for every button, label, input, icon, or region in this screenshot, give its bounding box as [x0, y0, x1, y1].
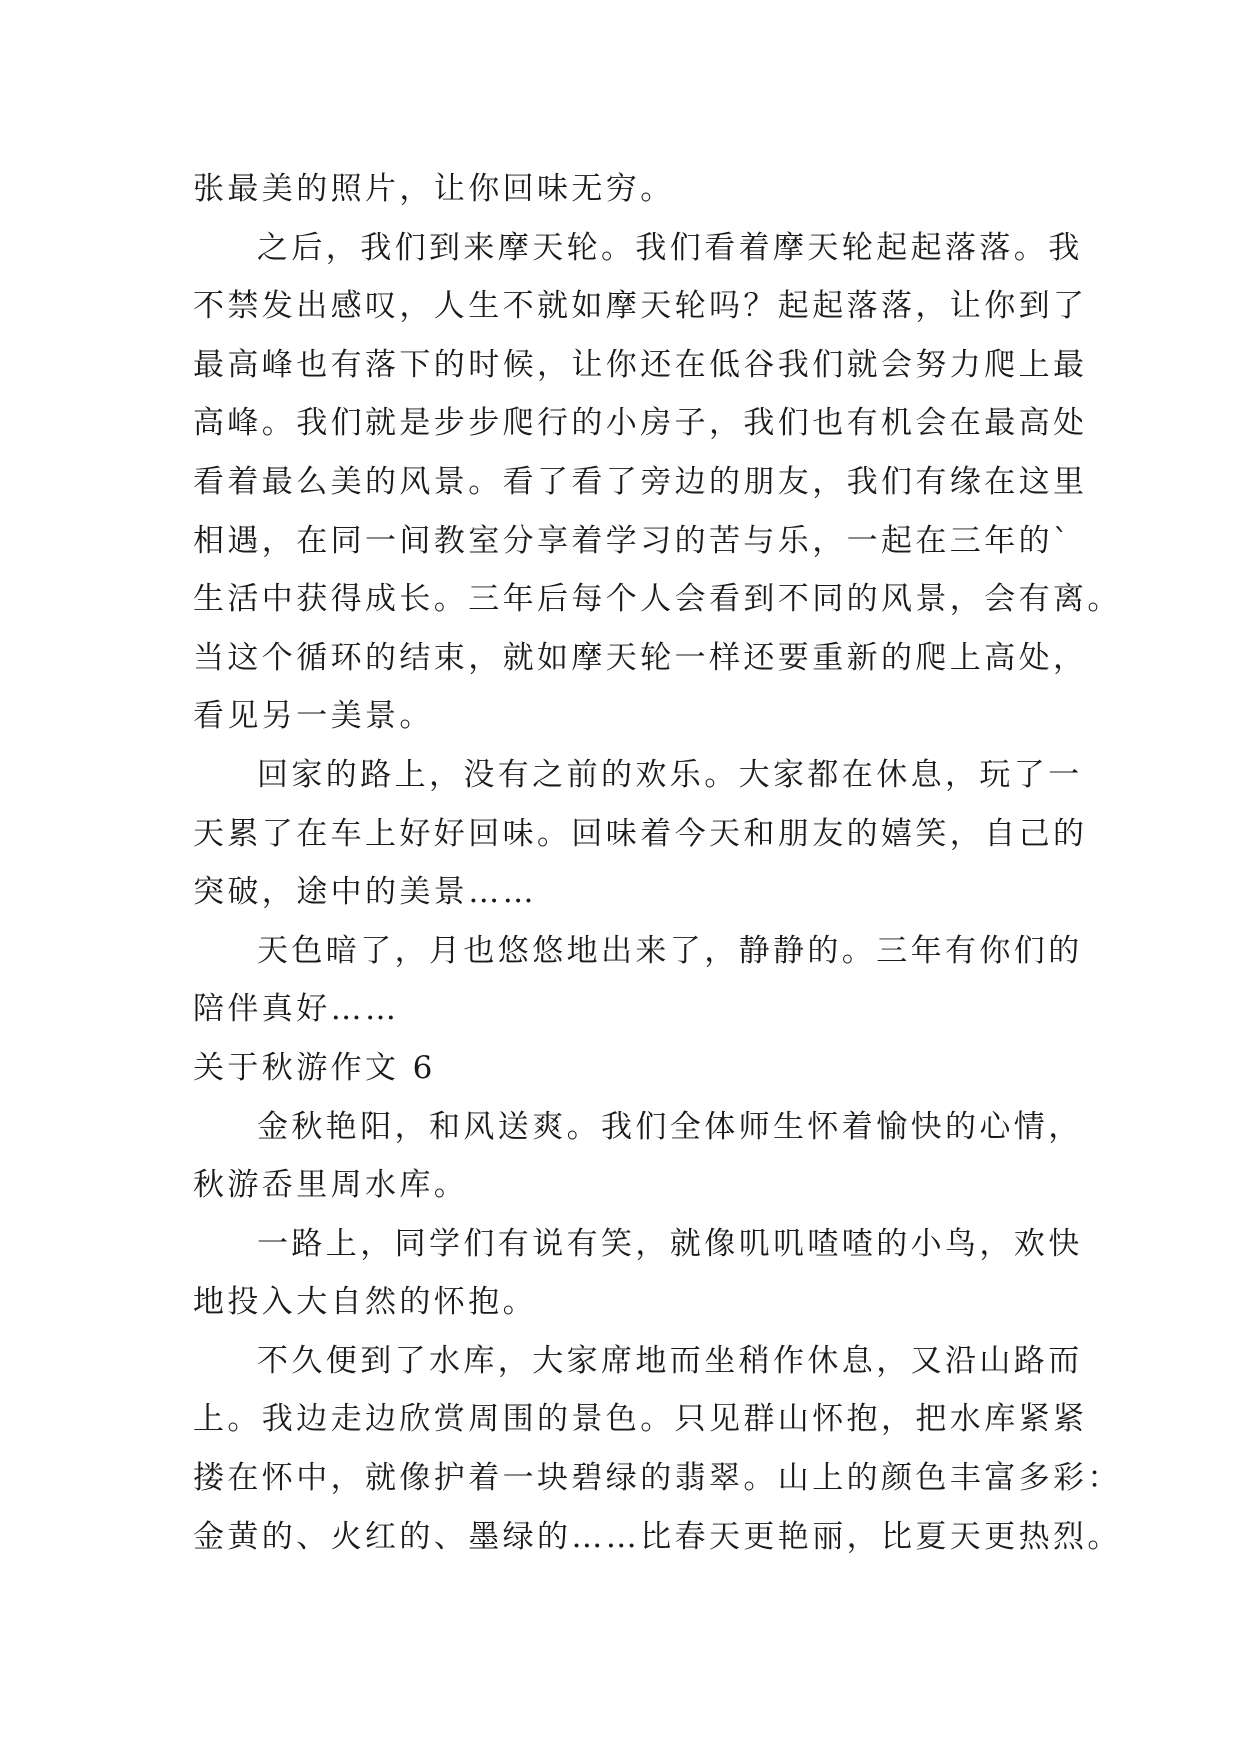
text-line: 天累了在车上好好回味。回味着今天和朋友的嬉笑，自己的 [193, 815, 1088, 852]
paragraph-start-line: 回家的路上，没有之前的欢乐。大家都在休息，玩了一 [257, 756, 1083, 793]
text-line: 生活中获得成长。三年后每个人会看到不同的风景，会有离。 [193, 581, 1122, 618]
text-line: 突破，途中的美景…… [193, 874, 537, 911]
text-line: 陪伴真好…… [193, 991, 400, 1028]
text-line: 看见另一美景。 [193, 698, 434, 735]
text-line: 相遇，在同一间教室分享着学习的苦与乐，一起在三年的` [193, 522, 1072, 559]
text-line: 高峰。我们就是步步爬行的小房子，我们也有机会在最高处 [193, 405, 1088, 442]
paragraph-start-line: 天色暗了，月也悠悠地出来了，静静的。三年有你们的 [257, 932, 1083, 969]
text-line: 当这个循环的结束，就如摩天轮一样还要重新的爬上高处， [193, 639, 1088, 676]
paragraph-start-line: 之后，我们到来摩天轮。我们看着摩天轮起起落落。我 [257, 229, 1083, 266]
text-line: 地投入大自然的怀抱。 [193, 1284, 537, 1321]
section-heading: 关于秋游作文 6 [193, 1049, 436, 1086]
paragraph-start-line: 一路上，同学们有说有笑，就像叽叽喳喳的小鸟，欢快 [257, 1225, 1083, 1262]
text-line: 金黄的、火红的、墨绿的……比春天更艳丽，比夏天更热烈。 [193, 1518, 1122, 1555]
text-line: 看着最么美的风景。看了看了旁边的朋友，我们有缘在这里 [193, 463, 1088, 500]
text-line: 搂在怀中，就像护着一块碧绿的翡翠。山上的颜色丰富多彩： [193, 1460, 1122, 1497]
paragraph-start-line: 不久便到了水库，大家席地而坐稍作休息，又沿山路而 [257, 1342, 1083, 1379]
text-line: 秋游岙里周水库。 [193, 1167, 469, 1204]
document-body [193, 160, 1122, 1566]
paragraph-start-line: 金秋艳阳，和风送爽。我们全体师生怀着愉快的心情， [257, 1108, 1083, 1145]
text-line: 张最美的照片，让你回味无穷。 [193, 171, 675, 207]
text-line: 上。我边走边欣赏周围的景色。只见群山怀抱，把水库紧紧 [193, 1401, 1088, 1438]
text-line: 不禁发出感叹，人生不就如摩天轮吗？起起落落，让你到了 [193, 288, 1088, 325]
text-line: 最高峰也有落下的时候，让你还在低谷我们就会努力爬上最 [193, 346, 1088, 383]
